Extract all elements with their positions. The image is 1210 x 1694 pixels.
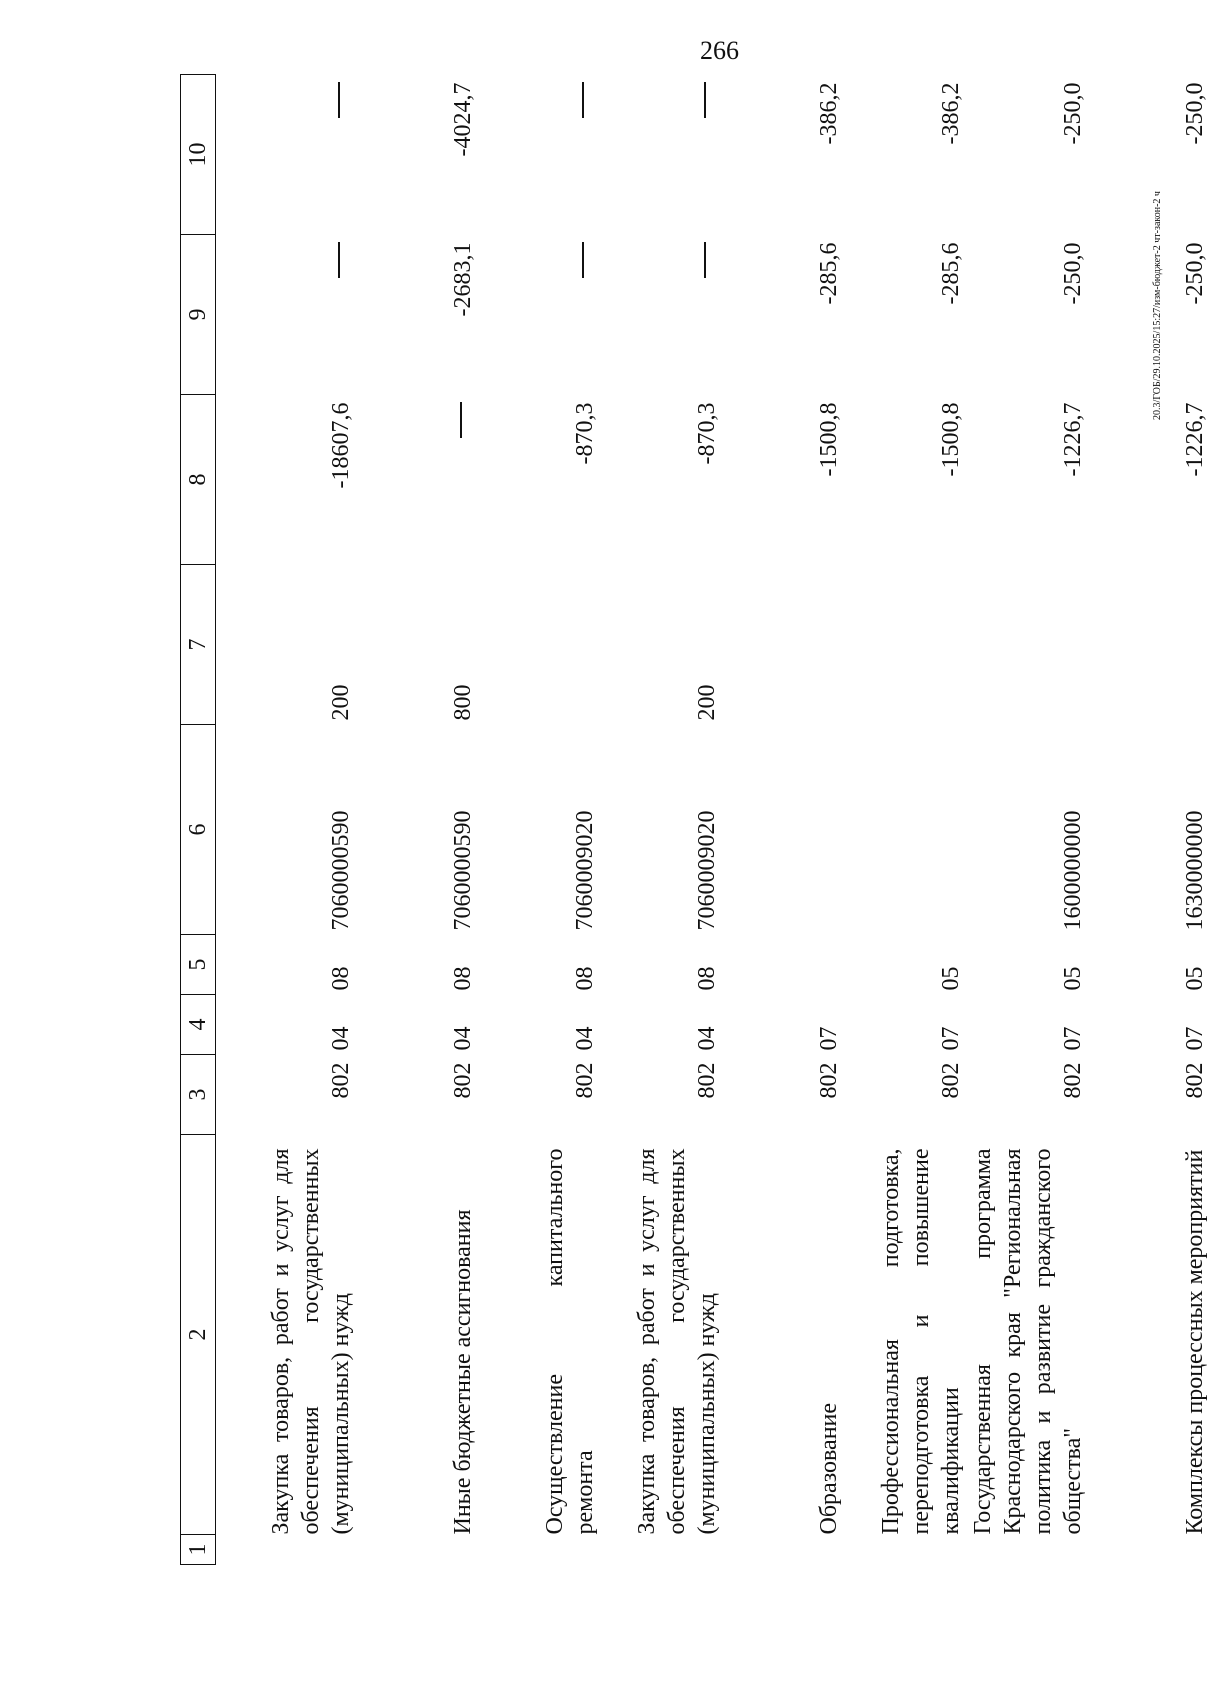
cell-c3: 802 <box>572 1062 598 1099</box>
empty-dash <box>600 235 722 395</box>
cell-c5: 05 <box>938 966 964 991</box>
table-row <box>844 75 966 1565</box>
cell-c4: 07 <box>938 1026 964 1051</box>
cell-c3: 802 <box>816 1062 842 1099</box>
col-header: 3 <box>181 1055 216 1135</box>
cell-c5: 05 <box>1060 966 1086 991</box>
row-name: Государственная программа Краснодарского края "Региональная политика и развитие гражданского общества" <box>970 1148 1086 1535</box>
cell-c7 <box>844 565 966 725</box>
cell-c8: -870,3 <box>694 402 720 465</box>
cell-c6: 1630000000 <box>1182 810 1208 931</box>
row-name: Профессиональная подготовка, переподготовка и повышение квалификации <box>878 1148 964 1535</box>
cell-c6: 7060009020 <box>572 810 598 931</box>
table-row <box>966 75 1088 1565</box>
row-name: Комплексы процессных мероприятий <box>1182 1149 1208 1535</box>
dash-mark <box>338 83 340 119</box>
row-index-cell <box>722 1535 844 1565</box>
dash-mark <box>460 403 462 439</box>
cell-c9: -2683,1 <box>450 242 476 317</box>
cell-c8: -1226,7 <box>1182 402 1208 477</box>
empty-dash <box>216 75 357 235</box>
footer-code: 20.3/ГОБ/29.10.2025/15:27/изм-бюджет-2 чт-закон-2 ч <box>1152 191 1163 420</box>
cell-c3: 802 <box>1182 1062 1208 1099</box>
cell-c9: -285,6 <box>938 242 964 305</box>
cell-c7 <box>478 565 600 725</box>
cell-c9: -285,6 <box>816 242 842 305</box>
cell-c8: -1226,7 <box>1060 402 1086 477</box>
cell-c6: 7060000590 <box>450 810 476 931</box>
cell-c5: 08 <box>694 966 720 991</box>
cell-c5: 08 <box>450 966 476 991</box>
cell-c4: 04 <box>572 1026 598 1051</box>
cell-c7: 200 <box>694 684 720 721</box>
empty-dash <box>600 75 722 235</box>
row-name: Образование <box>816 1402 842 1535</box>
row-index-cell <box>478 1535 600 1565</box>
cell-c4: 04 <box>450 1026 476 1051</box>
cell-c10: -4024,7 <box>450 82 476 157</box>
table-row <box>216 75 357 1565</box>
row-name: Закупка товаров, работ и услуг для обеспечения государственных (муниципальных) нужд <box>634 1148 720 1535</box>
dash-mark <box>704 243 706 279</box>
cell-c7 <box>966 565 1088 725</box>
row-index-cell <box>1088 1535 1210 1565</box>
cell-c4: 07 <box>1060 1026 1086 1051</box>
cell-c8: -1500,8 <box>816 402 842 477</box>
table-row <box>600 75 722 1565</box>
empty-dash <box>478 235 600 395</box>
cell-c5: 08 <box>328 966 354 991</box>
col-header: 10 <box>181 75 216 235</box>
dash-mark <box>338 243 340 279</box>
dash-mark <box>582 243 584 279</box>
row-index-cell <box>356 1535 478 1565</box>
cell-c3: 802 <box>694 1062 720 1099</box>
row-index-cell <box>600 1535 722 1565</box>
cell-c8: -18607,6 <box>328 402 354 489</box>
col-header: 8 <box>181 395 216 565</box>
row-index-cell <box>216 1535 357 1565</box>
rotated-table-wrapper <box>180 75 1208 1565</box>
cell-c5: 08 <box>572 966 598 991</box>
table-row <box>478 75 600 1565</box>
cell-c7: 800 <box>450 684 476 721</box>
cell-c4: 04 <box>694 1026 720 1051</box>
dash-mark <box>704 83 706 119</box>
table-row <box>722 75 844 1565</box>
cell-c6 <box>844 725 966 935</box>
cell-c6: 1600000000 <box>1060 810 1086 931</box>
cell-c10: -386,2 <box>816 82 842 145</box>
cell-c5: 05 <box>1182 966 1208 991</box>
col-header: 2 <box>181 1135 216 1535</box>
cell-c5 <box>722 935 844 995</box>
cell-c4: 04 <box>328 1026 354 1051</box>
cell-c4: 07 <box>1182 1026 1208 1051</box>
empty-dash <box>216 235 357 395</box>
cell-c3: 802 <box>450 1062 476 1099</box>
row-name: Закупка товаров, работ и услуг для обеспечения государственных (муниципальных) нужд <box>268 1148 354 1535</box>
cell-c9: -250,0 <box>1060 242 1086 305</box>
cell-c7: 200 <box>328 684 354 721</box>
cell-c10: -250,0 <box>1060 82 1086 145</box>
page-number: 266 <box>700 36 739 65</box>
col-header: 7 <box>181 565 216 725</box>
col-header: 4 <box>181 995 216 1055</box>
col-header: 5 <box>181 935 216 995</box>
dash-mark <box>582 83 584 119</box>
col-header: 6 <box>181 725 216 935</box>
cell-c3: 802 <box>1060 1062 1086 1099</box>
cell-c6 <box>722 725 844 935</box>
cell-c3: 802 <box>328 1062 354 1099</box>
col-header: 1 <box>181 1535 216 1565</box>
cell-c9: -250,0 <box>1182 242 1208 305</box>
empty-dash <box>356 395 478 565</box>
cell-c10: -250,0 <box>1182 82 1208 145</box>
cell-c4: 07 <box>816 1026 842 1051</box>
row-name: Иные бюджетные ассигнования <box>450 1209 476 1535</box>
table-header-row <box>181 75 216 1565</box>
row-index-cell <box>966 1535 1088 1565</box>
cell-c7 <box>722 565 844 725</box>
table-row <box>1088 75 1210 1565</box>
table-row <box>356 75 478 1565</box>
row-index-cell <box>844 1535 966 1565</box>
cell-c10: -386,2 <box>938 82 964 145</box>
empty-dash <box>478 75 600 235</box>
cell-c6: 7060009020 <box>694 810 720 931</box>
col-header: 9 <box>181 235 216 395</box>
cell-c7 <box>1088 565 1210 725</box>
cell-c6: 7060000590 <box>328 810 354 931</box>
table-body <box>216 75 1210 1565</box>
cell-c8: -1500,8 <box>938 402 964 477</box>
cell-c8: -870,3 <box>572 402 598 465</box>
cell-c3: 802 <box>938 1062 964 1099</box>
row-name: Осуществление капитального ремонта <box>542 1148 598 1535</box>
budget-table <box>180 74 1210 1565</box>
